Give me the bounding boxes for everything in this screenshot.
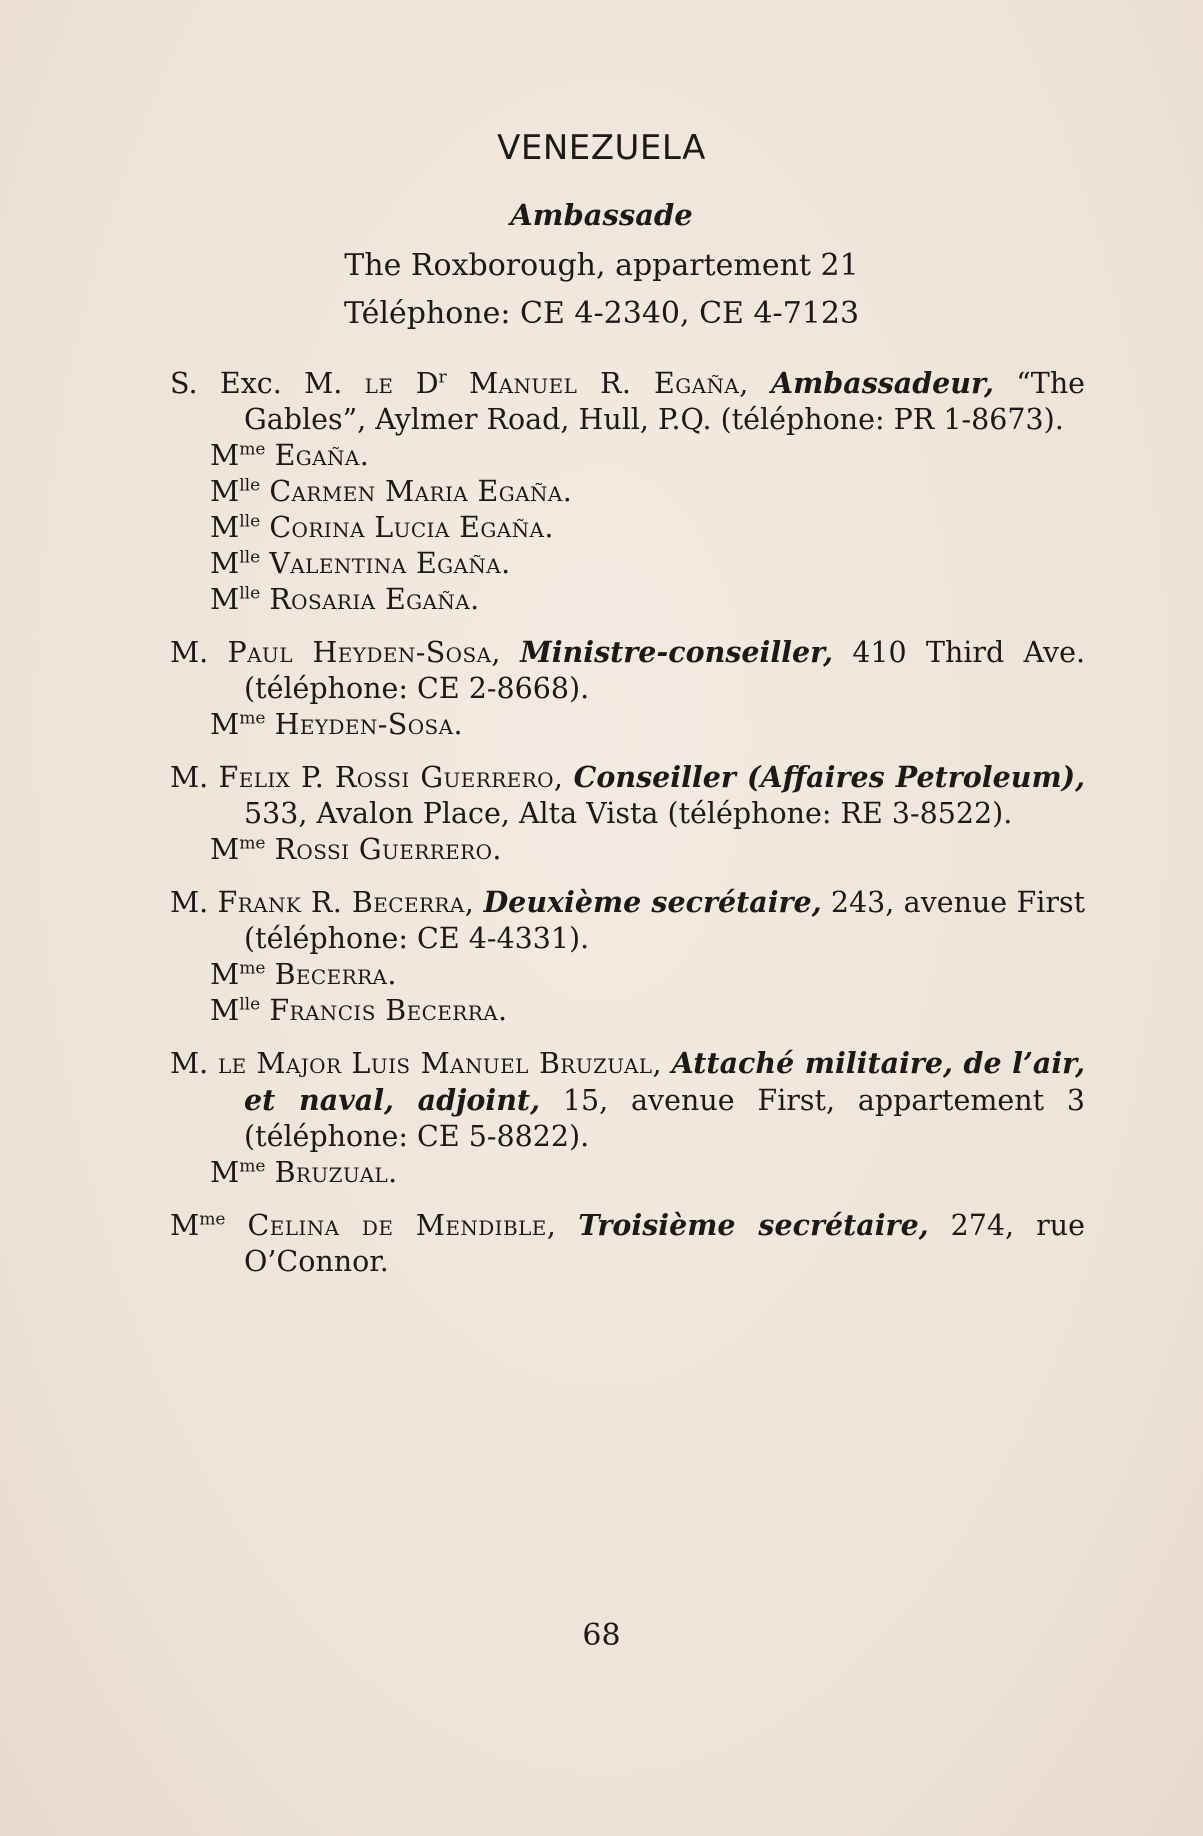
entry-address: 243, avenue First (téléphone: CE 4-4331). bbox=[244, 886, 1086, 955]
entry-honorific: M. bbox=[170, 636, 209, 669]
dependant bbox=[170, 707, 1085, 743]
country-heading: VENEZUELA bbox=[497, 128, 706, 168]
entry-title: Troisième secrétaire, bbox=[578, 1208, 929, 1242]
entry-honorific-sup: me bbox=[199, 1209, 226, 1230]
dependant-name: Valentina Egaña. bbox=[269, 547, 511, 580]
entry-name: Manuel R. Egaña, bbox=[469, 367, 749, 400]
dependant bbox=[170, 510, 1085, 546]
dependant-name: Bruzual. bbox=[274, 1156, 398, 1189]
dependant-name: Corina Lucia Egaña. bbox=[269, 511, 554, 544]
entry-address: 533, Avalon Place, Alta Vista (téléphone: RE 3-8522). bbox=[244, 797, 1013, 830]
dependant bbox=[170, 582, 1085, 618]
mission-telephone: Téléphone: CE 4-2340, CE 4-7123 bbox=[343, 296, 860, 331]
entry-doctor: D bbox=[415, 367, 439, 400]
entry-address: 274, rue O’Connor. bbox=[244, 1209, 1085, 1278]
dependant-prefix: M bbox=[210, 547, 240, 580]
staff-entry bbox=[170, 759, 1085, 832]
staff-entry bbox=[170, 1207, 1085, 1280]
staff-entry bbox=[170, 634, 1085, 707]
entry-honorific: S. Exc. M. bbox=[170, 367, 343, 400]
entry-name: Major Luis Manuel Bruzual, bbox=[256, 1047, 662, 1080]
dependant-prefix: M bbox=[210, 708, 240, 741]
entry-doctor-sup: r bbox=[438, 367, 447, 388]
dependant bbox=[170, 957, 1085, 993]
mission-address: The Roxborough, appartement 21 bbox=[344, 248, 859, 283]
dependant-sup: lle bbox=[239, 583, 261, 604]
dependant-sup: me bbox=[239, 1156, 266, 1177]
entry-honorific: M. bbox=[170, 1047, 209, 1080]
dependant-sup: lle bbox=[239, 547, 261, 568]
entry-title: Conseiller (Affaires Petroleum), bbox=[573, 760, 1086, 794]
staff-entry bbox=[170, 1045, 1085, 1155]
entry-honorific: M bbox=[170, 1209, 200, 1242]
dependant-prefix: M bbox=[210, 958, 240, 991]
dependant bbox=[170, 546, 1085, 582]
entry-rank-prefix: le bbox=[364, 367, 394, 400]
dependant bbox=[170, 1155, 1085, 1191]
dependant-name: Becerra. bbox=[274, 958, 397, 991]
dependant-name: Carmen Maria Egaña. bbox=[269, 475, 573, 508]
dependant-prefix: M bbox=[210, 994, 240, 1027]
staff-entry bbox=[170, 884, 1085, 957]
entry-rank-prefix: le bbox=[217, 1047, 247, 1080]
entry-address: 410 Third Ave. (téléphone: CE 2-8668). bbox=[244, 636, 1085, 705]
dependant bbox=[170, 438, 1085, 474]
dependant-sup: me bbox=[239, 958, 266, 979]
dependant-sup: me bbox=[239, 833, 266, 854]
entry-title: Attaché militaire, de l’air, et naval, adjoint, bbox=[244, 1046, 1086, 1117]
dependant-name: Francis Becerra. bbox=[269, 994, 508, 1027]
dependant-name: Egaña. bbox=[274, 439, 370, 472]
dependant-prefix: M bbox=[210, 511, 240, 544]
dependant-prefix: M bbox=[210, 439, 240, 472]
dependant-name: Heyden-Sosa. bbox=[274, 708, 463, 741]
dependant-sup: lle bbox=[239, 994, 261, 1015]
dependant-prefix: M bbox=[210, 475, 240, 508]
dependant-prefix: M bbox=[210, 833, 240, 866]
dependant-prefix: M bbox=[210, 583, 240, 616]
dependant-sup: lle bbox=[239, 475, 261, 496]
entry-name: Frank R. Becerra, bbox=[217, 886, 475, 919]
dependant-sup: lle bbox=[239, 511, 261, 532]
entry-address: 15, avenue First, appartement 3 (téléphone: CE 5-8822). bbox=[244, 1084, 1085, 1153]
staff-listing bbox=[170, 365, 1085, 1280]
entry-name: Celina de Mendible, bbox=[247, 1209, 557, 1242]
dependant-sup: me bbox=[239, 439, 266, 460]
dependant-name: Rosaria Egaña. bbox=[269, 583, 480, 616]
mission-type: Ambassade bbox=[510, 198, 693, 232]
dependant bbox=[170, 832, 1085, 868]
dependant-sup: me bbox=[239, 708, 266, 729]
entry-honorific: M. bbox=[170, 761, 209, 794]
entry-title: Ambassadeur, bbox=[771, 366, 994, 400]
dependant bbox=[170, 993, 1085, 1029]
dependant-name: Rossi Guerrero. bbox=[274, 833, 502, 866]
entry-name: Paul Heyden-Sosa, bbox=[227, 636, 501, 669]
dependant bbox=[170, 474, 1085, 510]
staff-entry bbox=[170, 365, 1085, 438]
dependant-prefix: M bbox=[210, 1156, 240, 1189]
entry-title: Ministre-conseiller, bbox=[520, 635, 834, 669]
entry-honorific: M. bbox=[170, 886, 209, 919]
page-number: 68 bbox=[582, 1618, 621, 1653]
entry-name: Felix P. Rossi Guerrero, bbox=[218, 761, 564, 794]
entry-title: Deuxième secrétaire, bbox=[483, 885, 822, 919]
entry-address: “The Gables”, Aylmer Road, Hull, P.Q. (téléphone: PR 1-8673). bbox=[244, 367, 1086, 436]
